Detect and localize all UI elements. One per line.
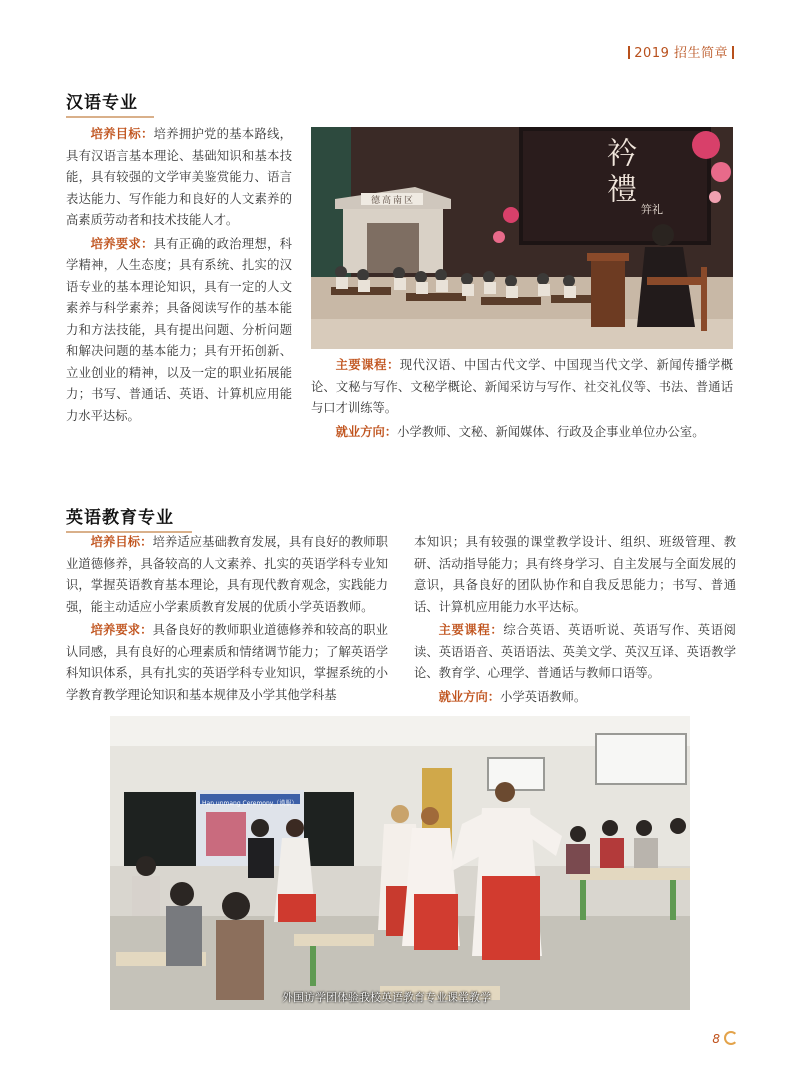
chinese-job-paragraph	[311, 422, 733, 444]
english-job-text: 小学英语教师。	[500, 689, 587, 704]
chinese-req-label: 培养要求：	[90, 236, 154, 251]
chinese-goal-text: 培养拥护党的基本路线，具有汉语言基本理论、基础知识和基本技能，具有较强的文学审美鉴赏能力、语言表达能力、写作能力和良好的人文素养的高素质劳动者和技术技能人才。	[66, 127, 292, 227]
chinese-goal-label: 培养目标：	[90, 127, 154, 141]
english-goal-paragraph	[66, 532, 388, 618]
section-title-english	[66, 503, 192, 533]
english-left-column	[66, 532, 388, 706]
chinese-req-text: 具有正确的政治理想，科学精神，人生态度；具有系统、扎实的汉语专业的基本理论知识，具有一定的人文素养与科学素养；具备阅读写作的基本能力和方法技能，具有提出问题、分析问题和解决问题的基本能力；具有开拓创新、立业创业的精神，以及一定的职业拓展能力；书写、普通话、英语、计算机应用能力水平达标。	[66, 236, 292, 423]
english-req-label: 培养要求：	[90, 623, 153, 637]
chinese-left-column	[66, 124, 292, 427]
ceremony-gate-text: 德高南区	[371, 196, 416, 206]
chinese-job-label: 就业方向：	[335, 424, 398, 439]
english-job-label: 就业方向：	[438, 689, 501, 704]
english-right-column	[414, 532, 736, 708]
ceremony-photo-svg	[311, 127, 733, 349]
chinese-goal-paragraph	[66, 124, 292, 232]
english-course-label: 主要课程：	[438, 623, 504, 637]
english-course-text: 综合英语、英语听说、英语写作、英语阅读、英语语音、英语语法、英美文学、英汉互译、英语教学论、教育学、心理学、普通话与教师口语等。	[414, 623, 736, 680]
chinese-course-label: 主要课程：	[335, 358, 400, 372]
page-number-text: 8	[712, 1032, 720, 1046]
section-title-english-text: 英语教育专业	[66, 508, 174, 528]
chinese-right-column	[311, 355, 733, 443]
english-job-paragraph	[414, 687, 736, 709]
ceremony-photo	[311, 127, 733, 349]
classroom-photo-svg	[110, 716, 690, 1010]
chinese-job-text: 小学教师、文秘、新闻媒体、行政及企事业单位办公室。	[397, 424, 705, 439]
chinese-course-paragraph	[311, 355, 733, 420]
section-title-chinese	[66, 88, 154, 118]
ceremony-screen-subtext: 笄礼	[641, 203, 663, 216]
english-req-continuation	[414, 532, 736, 618]
english-req-text-part2: 本知识；具有较强的课堂教学设计、组织、班级管理、教研、活动指导能力；具有终身学习、自主发展与全面发展的意识，具备良好的团队协作和自我反思能力；书写、普通话、计算机应用能力水平达标。	[414, 535, 736, 614]
title-underline	[66, 116, 154, 118]
english-goal-text: 培养适应基础教育发展，具有良好的教师职业道德修养，具备较高的人文素养、扎实的英语学科专业知识，掌握英语教育基本理论，具有现代教育观念，实践能力强，能主动适应小学素质教育发展的优质小学英语教师。	[66, 535, 388, 614]
header-bar-right	[732, 46, 734, 59]
english-course-paragraph	[414, 620, 736, 685]
classroom-photo	[110, 716, 690, 1010]
english-req-paragraph	[66, 620, 388, 706]
ceremony-screen-text: 衿禮	[601, 137, 636, 209]
header-label: 2019 招生简章	[634, 46, 728, 61]
classroom-slide-text: Han unmang Ceremony（漢服）	[202, 800, 298, 807]
page-ornament-icon	[724, 1031, 738, 1045]
page-number	[712, 1031, 738, 1046]
classroom-photo-caption: 外国访学团体验我校英语教育专业课堂教学	[282, 991, 491, 1004]
english-req-text-part1: 具备良好的教师职业道德修养和较高的职业认同感，具有良好的心理素质和情绪调节能力；了解英语学科知识体系，具有扎实的英语学科专业知识，掌握系统的小学教育教学理论知识和基本规律及小学其他学科基	[66, 623, 388, 702]
brochure-header	[624, 42, 738, 61]
chinese-course-text: 现代汉语、中国古代文学、中国现当代文学、新闻传播学概论、文秘与写作、文秘学概论、新闻采访与写作、社交礼仪等、书法、普通话与口才训练等。	[311, 358, 733, 415]
english-goal-label: 培养目标：	[90, 535, 153, 549]
section-title-chinese-text: 汉语专业	[66, 93, 138, 113]
header-bar-left	[628, 46, 630, 59]
chinese-req-paragraph	[66, 234, 292, 428]
